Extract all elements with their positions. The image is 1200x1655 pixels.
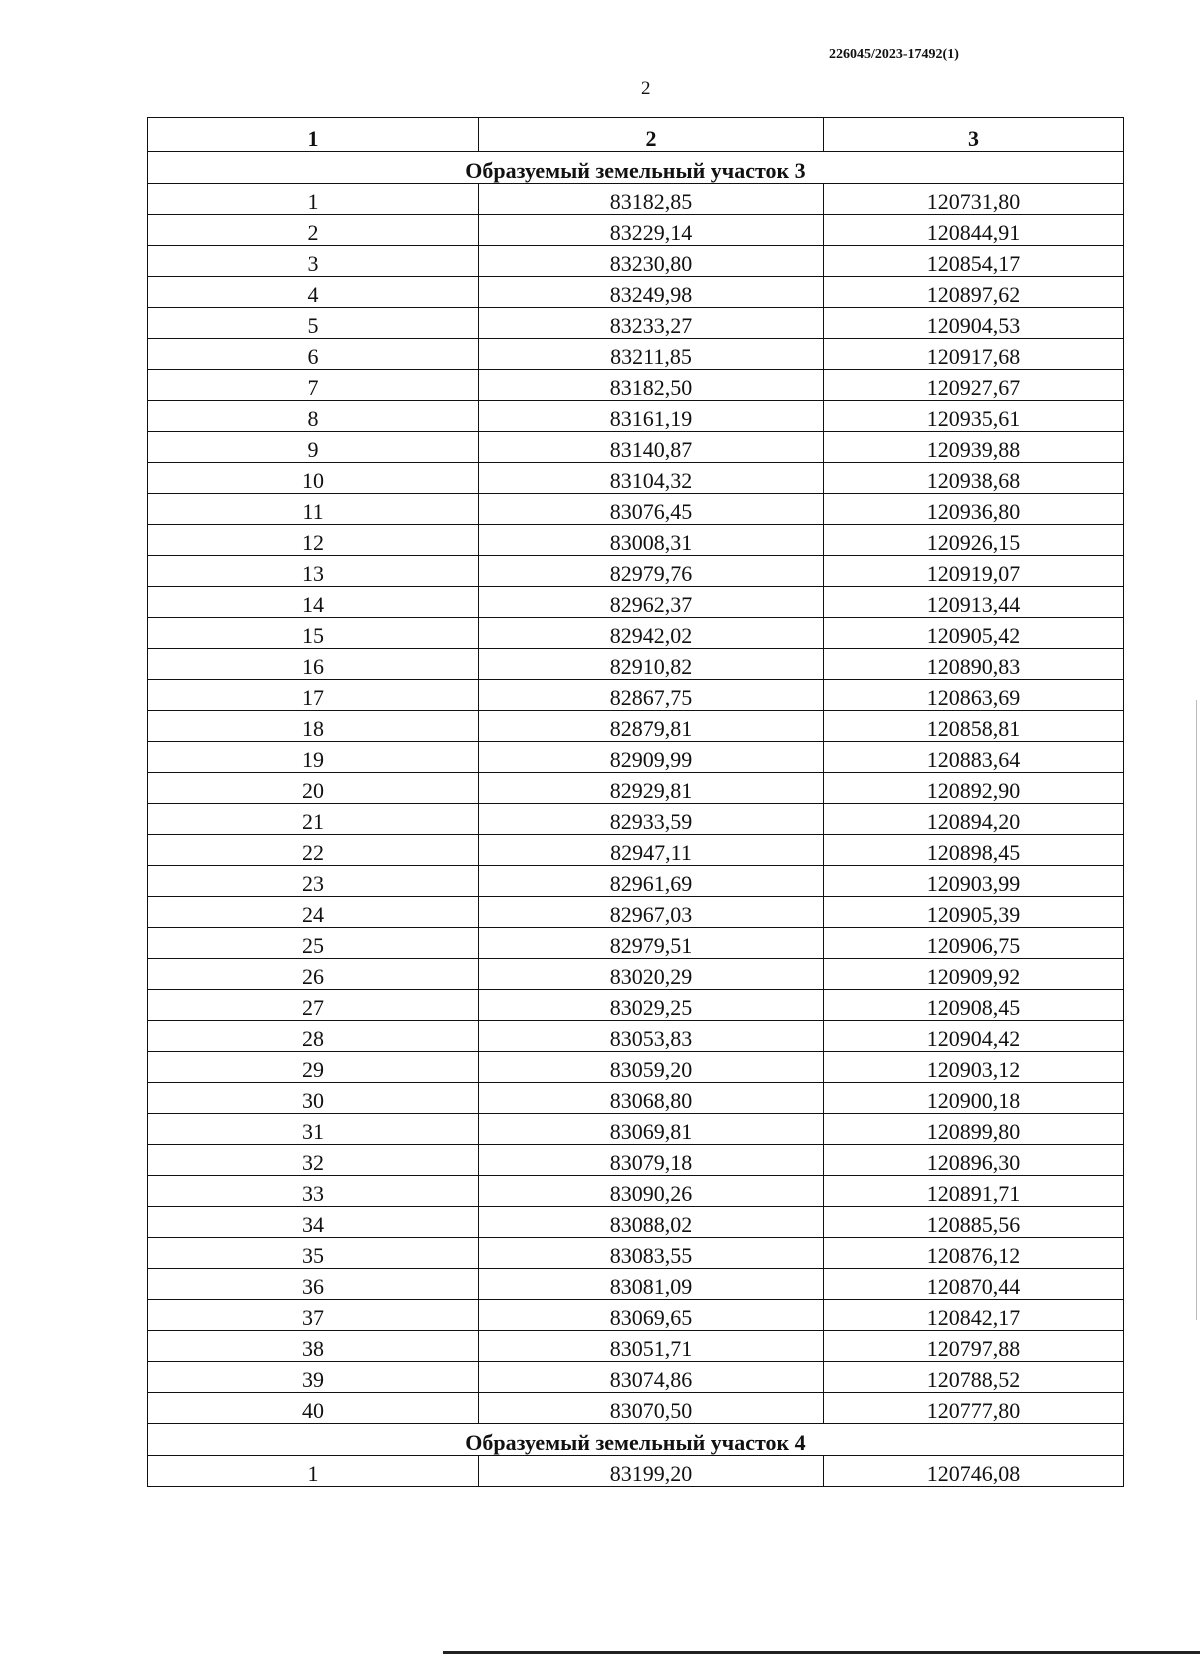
x-coordinate-cell: 83249,98 bbox=[479, 277, 824, 308]
point-number-cell: 1 bbox=[148, 1456, 479, 1487]
y-coordinate-cell: 120897,62 bbox=[824, 277, 1124, 308]
point-number-cell: 23 bbox=[148, 866, 479, 897]
table-row bbox=[148, 897, 1124, 928]
point-number-cell: 6 bbox=[148, 339, 479, 370]
column-header: 1 bbox=[148, 118, 479, 152]
point-number-cell: 11 bbox=[148, 494, 479, 525]
point-number-cell: 27 bbox=[148, 990, 479, 1021]
x-coordinate-cell: 83051,71 bbox=[479, 1331, 824, 1362]
x-coordinate-cell: 82962,37 bbox=[479, 587, 824, 618]
x-coordinate-cell: 82942,02 bbox=[479, 618, 824, 649]
point-number-cell: 13 bbox=[148, 556, 479, 587]
y-coordinate-cell: 120939,88 bbox=[824, 432, 1124, 463]
table-row bbox=[148, 1300, 1124, 1331]
x-coordinate-cell: 83083,55 bbox=[479, 1238, 824, 1269]
point-number-cell: 4 bbox=[148, 277, 479, 308]
x-coordinate-cell: 82933,59 bbox=[479, 804, 824, 835]
y-coordinate-cell: 120885,56 bbox=[824, 1207, 1124, 1238]
x-coordinate-cell: 83211,85 bbox=[479, 339, 824, 370]
x-coordinate-cell: 83008,31 bbox=[479, 525, 824, 556]
table-row bbox=[148, 339, 1124, 370]
table-row bbox=[148, 556, 1124, 587]
table-row bbox=[148, 1145, 1124, 1176]
table-row bbox=[148, 184, 1124, 215]
table-row bbox=[148, 215, 1124, 246]
table-row bbox=[148, 1456, 1124, 1487]
point-number-cell: 12 bbox=[148, 525, 479, 556]
x-coordinate-cell: 83090,26 bbox=[479, 1176, 824, 1207]
x-coordinate-cell: 83069,81 bbox=[479, 1114, 824, 1145]
x-coordinate-cell: 83029,25 bbox=[479, 990, 824, 1021]
y-coordinate-cell: 120936,80 bbox=[824, 494, 1124, 525]
y-coordinate-cell: 120917,68 bbox=[824, 339, 1124, 370]
y-coordinate-cell: 120788,52 bbox=[824, 1362, 1124, 1393]
point-number-cell: 2 bbox=[148, 215, 479, 246]
y-coordinate-cell: 120904,53 bbox=[824, 308, 1124, 339]
x-coordinate-cell: 83199,20 bbox=[479, 1456, 824, 1487]
document-number: 226045/2023-17492(1) bbox=[829, 47, 959, 62]
x-coordinate-cell: 82967,03 bbox=[479, 897, 824, 928]
x-coordinate-cell: 83053,83 bbox=[479, 1021, 824, 1052]
table-row bbox=[148, 525, 1124, 556]
x-coordinate-cell: 83233,27 bbox=[479, 308, 824, 339]
x-coordinate-cell: 83081,09 bbox=[479, 1269, 824, 1300]
x-coordinate-cell: 82910,82 bbox=[479, 649, 824, 680]
table-row bbox=[148, 1362, 1124, 1393]
x-coordinate-cell: 82867,75 bbox=[479, 680, 824, 711]
point-number-cell: 32 bbox=[148, 1145, 479, 1176]
point-number-cell: 15 bbox=[148, 618, 479, 649]
x-coordinate-cell: 83074,86 bbox=[479, 1362, 824, 1393]
table-row bbox=[148, 680, 1124, 711]
table-row bbox=[148, 1393, 1124, 1424]
column-header: 2 bbox=[479, 118, 824, 152]
point-number-cell: 3 bbox=[148, 246, 479, 277]
y-coordinate-cell: 120863,69 bbox=[824, 680, 1124, 711]
x-coordinate-cell: 83229,14 bbox=[479, 215, 824, 246]
y-coordinate-cell: 120926,15 bbox=[824, 525, 1124, 556]
point-number-cell: 40 bbox=[148, 1393, 479, 1424]
x-coordinate-cell: 83070,50 bbox=[479, 1393, 824, 1424]
page-number: 2 bbox=[641, 78, 651, 99]
y-coordinate-cell: 120908,45 bbox=[824, 990, 1124, 1021]
y-coordinate-cell: 120892,90 bbox=[824, 773, 1124, 804]
y-coordinate-cell: 120777,80 bbox=[824, 1393, 1124, 1424]
table-row bbox=[148, 649, 1124, 680]
y-coordinate-cell: 120938,68 bbox=[824, 463, 1124, 494]
y-coordinate-cell: 120854,17 bbox=[824, 246, 1124, 277]
y-coordinate-cell: 120894,20 bbox=[824, 804, 1124, 835]
column-header: 3 bbox=[824, 118, 1124, 152]
point-number-cell: 38 bbox=[148, 1331, 479, 1362]
point-number-cell: 29 bbox=[148, 1052, 479, 1083]
y-coordinate-cell: 120731,80 bbox=[824, 184, 1124, 215]
point-number-cell: 14 bbox=[148, 587, 479, 618]
x-coordinate-cell: 83140,87 bbox=[479, 432, 824, 463]
x-coordinate-cell: 83104,32 bbox=[479, 463, 824, 494]
x-coordinate-cell: 83088,02 bbox=[479, 1207, 824, 1238]
table-row bbox=[148, 1114, 1124, 1145]
table-row bbox=[148, 463, 1124, 494]
table-header-row bbox=[148, 118, 1124, 152]
y-coordinate-cell: 120904,42 bbox=[824, 1021, 1124, 1052]
point-number-cell: 8 bbox=[148, 401, 479, 432]
point-number-cell: 36 bbox=[148, 1269, 479, 1300]
y-coordinate-cell: 120919,07 bbox=[824, 556, 1124, 587]
x-coordinate-cell: 82909,99 bbox=[479, 742, 824, 773]
table-row bbox=[148, 587, 1124, 618]
y-coordinate-cell: 120883,64 bbox=[824, 742, 1124, 773]
y-coordinate-cell: 120900,18 bbox=[824, 1083, 1124, 1114]
y-coordinate-cell: 120898,45 bbox=[824, 835, 1124, 866]
point-number-cell: 19 bbox=[148, 742, 479, 773]
point-number-cell: 5 bbox=[148, 308, 479, 339]
point-number-cell: 10 bbox=[148, 463, 479, 494]
y-coordinate-cell: 120858,81 bbox=[824, 711, 1124, 742]
table-row bbox=[148, 1021, 1124, 1052]
y-coordinate-cell: 120906,75 bbox=[824, 928, 1124, 959]
table-row bbox=[148, 277, 1124, 308]
table-row bbox=[148, 401, 1124, 432]
x-coordinate-cell: 83020,29 bbox=[479, 959, 824, 990]
x-coordinate-cell: 83230,80 bbox=[479, 246, 824, 277]
table-row bbox=[148, 990, 1124, 1021]
point-number-cell: 31 bbox=[148, 1114, 479, 1145]
point-number-cell: 34 bbox=[148, 1207, 479, 1238]
y-coordinate-cell: 120842,17 bbox=[824, 1300, 1124, 1331]
section-title: Образуемый земельный участок 3 bbox=[148, 152, 1124, 184]
point-number-cell: 35 bbox=[148, 1238, 479, 1269]
point-number-cell: 18 bbox=[148, 711, 479, 742]
table-row bbox=[148, 1176, 1124, 1207]
x-coordinate-cell: 83182,85 bbox=[479, 184, 824, 215]
y-coordinate-cell: 120903,99 bbox=[824, 866, 1124, 897]
x-coordinate-cell: 83182,50 bbox=[479, 370, 824, 401]
scan-bottom-edge bbox=[443, 1651, 1200, 1654]
x-coordinate-cell: 83069,65 bbox=[479, 1300, 824, 1331]
section-title-row bbox=[148, 152, 1124, 184]
x-coordinate-cell: 82929,81 bbox=[479, 773, 824, 804]
coordinates-table bbox=[147, 117, 1124, 1487]
table-row bbox=[148, 618, 1124, 649]
table-row bbox=[148, 370, 1124, 401]
section-title: Образуемый земельный участок 4 bbox=[148, 1424, 1124, 1456]
table-row bbox=[148, 432, 1124, 463]
point-number-cell: 30 bbox=[148, 1083, 479, 1114]
point-number-cell: 17 bbox=[148, 680, 479, 711]
x-coordinate-cell: 82879,81 bbox=[479, 711, 824, 742]
section-title-row bbox=[148, 1424, 1124, 1456]
table-row bbox=[148, 804, 1124, 835]
x-coordinate-cell: 82961,69 bbox=[479, 866, 824, 897]
table-row bbox=[148, 711, 1124, 742]
point-number-cell: 1 bbox=[148, 184, 479, 215]
point-number-cell: 28 bbox=[148, 1021, 479, 1052]
point-number-cell: 26 bbox=[148, 959, 479, 990]
point-number-cell: 21 bbox=[148, 804, 479, 835]
point-number-cell: 37 bbox=[148, 1300, 479, 1331]
x-coordinate-cell: 82947,11 bbox=[479, 835, 824, 866]
y-coordinate-cell: 120899,80 bbox=[824, 1114, 1124, 1145]
table-row bbox=[148, 866, 1124, 897]
x-coordinate-cell: 83079,18 bbox=[479, 1145, 824, 1176]
table-row bbox=[148, 1083, 1124, 1114]
y-coordinate-cell: 120935,61 bbox=[824, 401, 1124, 432]
x-coordinate-cell: 82979,51 bbox=[479, 928, 824, 959]
table-row bbox=[148, 742, 1124, 773]
table-row bbox=[148, 959, 1124, 990]
point-number-cell: 20 bbox=[148, 773, 479, 804]
y-coordinate-cell: 120905,39 bbox=[824, 897, 1124, 928]
table-row bbox=[148, 1331, 1124, 1362]
table-row bbox=[148, 1052, 1124, 1083]
y-coordinate-cell: 120844,91 bbox=[824, 215, 1124, 246]
x-coordinate-cell: 83068,80 bbox=[479, 1083, 824, 1114]
table-row bbox=[148, 308, 1124, 339]
y-coordinate-cell: 120913,44 bbox=[824, 587, 1124, 618]
y-coordinate-cell: 120797,88 bbox=[824, 1331, 1124, 1362]
table-row bbox=[148, 246, 1124, 277]
table-row bbox=[148, 494, 1124, 525]
y-coordinate-cell: 120870,44 bbox=[824, 1269, 1124, 1300]
point-number-cell: 33 bbox=[148, 1176, 479, 1207]
table-row bbox=[148, 1269, 1124, 1300]
table-row bbox=[148, 835, 1124, 866]
y-coordinate-cell: 120876,12 bbox=[824, 1238, 1124, 1269]
x-coordinate-cell: 83161,19 bbox=[479, 401, 824, 432]
y-coordinate-cell: 120903,12 bbox=[824, 1052, 1124, 1083]
y-coordinate-cell: 120746,08 bbox=[824, 1456, 1124, 1487]
point-number-cell: 39 bbox=[148, 1362, 479, 1393]
table-row bbox=[148, 1238, 1124, 1269]
table-body bbox=[148, 152, 1124, 1487]
table-row bbox=[148, 1207, 1124, 1238]
x-coordinate-cell: 83059,20 bbox=[479, 1052, 824, 1083]
table-row bbox=[148, 773, 1124, 804]
y-coordinate-cell: 120909,92 bbox=[824, 959, 1124, 990]
scan-edge-mark bbox=[1196, 700, 1197, 1320]
y-coordinate-cell: 120890,83 bbox=[824, 649, 1124, 680]
point-number-cell: 24 bbox=[148, 897, 479, 928]
y-coordinate-cell: 120927,67 bbox=[824, 370, 1124, 401]
y-coordinate-cell: 120891,71 bbox=[824, 1176, 1124, 1207]
x-coordinate-cell: 83076,45 bbox=[479, 494, 824, 525]
point-number-cell: 16 bbox=[148, 649, 479, 680]
y-coordinate-cell: 120905,42 bbox=[824, 618, 1124, 649]
point-number-cell: 7 bbox=[148, 370, 479, 401]
point-number-cell: 22 bbox=[148, 835, 479, 866]
y-coordinate-cell: 120896,30 bbox=[824, 1145, 1124, 1176]
table-row bbox=[148, 928, 1124, 959]
point-number-cell: 9 bbox=[148, 432, 479, 463]
x-coordinate-cell: 82979,76 bbox=[479, 556, 824, 587]
point-number-cell: 25 bbox=[148, 928, 479, 959]
